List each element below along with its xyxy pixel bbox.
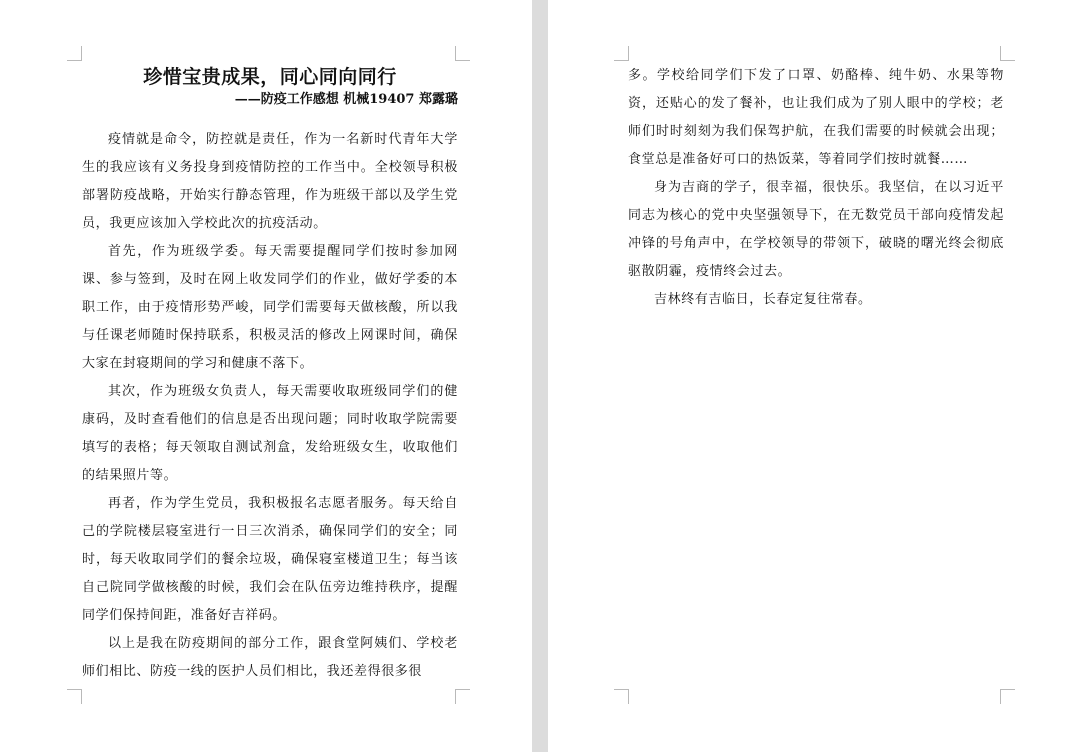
paragraph-closing: 吉林终有吉临日，长春定复往常春。 — [654, 292, 872, 307]
document-page-left — [0, 0, 532, 752]
right-page-body — [628, 62, 1004, 314]
document-subtitle: ——防疫工作感想 机械19407 郑露璐 — [234, 92, 458, 107]
crop-mark-bottom-left — [614, 689, 629, 704]
document-page-right — [548, 0, 1080, 752]
paragraph-female-leader: 其次，作为班级女负责人，每天需要收取班级同学们的健康码，及时查看他们的信息是否出现问题；同时收取学院需要填写的表格；每天领取自测试剂盒，发给班级女生，收取他们的结果照片等。 — [82, 384, 458, 483]
crop-mark-top-right — [1000, 46, 1015, 61]
paragraph-party-member: 再者，作为学生党员，我积极报名志愿者服务。每天给自己的学院楼层寝室进行一日三次消杀，确保同学们的安全；同时，每天收取同学们的餐余垃圾，确保寝室楼道卫生；每当该自己院同学做核酸的时候，我们会在队伍旁边维持秩序，提醒同学们保持间距，准备好吉祥码。 — [82, 496, 458, 623]
crop-mark-bottom-right — [455, 689, 470, 704]
crop-mark-top-right — [455, 46, 470, 61]
paragraph-summary-continued: 多。学校给同学们下发了口罩、奶酪棒、纯牛奶、水果等物资，还贴心的发了餐补，也让我们成为了别人眼中的学校；老师们时时刻刻为我们保驾护航，在我们需要的时候就会出现；食堂总是准备好可口的热饭菜，等着同学们按时就餐…… — [628, 68, 1004, 167]
crop-mark-top-left — [614, 46, 629, 61]
page-gutter — [532, 0, 548, 752]
crop-mark-bottom-right — [1000, 689, 1015, 704]
crop-mark-bottom-left — [67, 689, 82, 704]
paragraph-conviction: 身为吉商的学子，很幸福，很快乐。我坚信，在以习近平同志为核心的党中央坚强领导下，在无数党员干部向疫情发起冲锋的号角声中，在学校领导的带领下，破晓的曙光终会彻底驱散阴霾，疫情终会过去。 — [628, 180, 1004, 279]
crop-mark-top-left — [67, 46, 82, 61]
paragraph-study-committee: 首先，作为班级学委。每天需要提醒同学们按时参加网课、参与签到，及时在网上收发同学们的作业，做好学委的本职工作，由于疫情形势严峻，同学们需要每天做核酸，所以我与任课老师随时保持联系，积极灵活的修改上网课时间，确保大家在封寝期间的学习和健康不落下。 — [82, 244, 458, 371]
document-title: 珍惜宝贵成果，同心同向同行 — [143, 66, 397, 88]
paragraph-intro: 疫情就是命令，防控就是责任，作为一名新时代青年大学生的我应该有义务投身到疫情防控的工作当中。全校领导积极部署防疫战略，开始实行静态管理，作为班级干部以及学生党员，我更应该加入学校此次的抗疫活动。 — [82, 132, 458, 231]
left-page-body — [82, 64, 458, 686]
paragraph-summary-start: 以上是我在防疫期间的部分工作，跟食堂阿姨们、学校老师们相比、防疫一线的医护人员们相比，我还差得很多很 — [82, 636, 458, 679]
